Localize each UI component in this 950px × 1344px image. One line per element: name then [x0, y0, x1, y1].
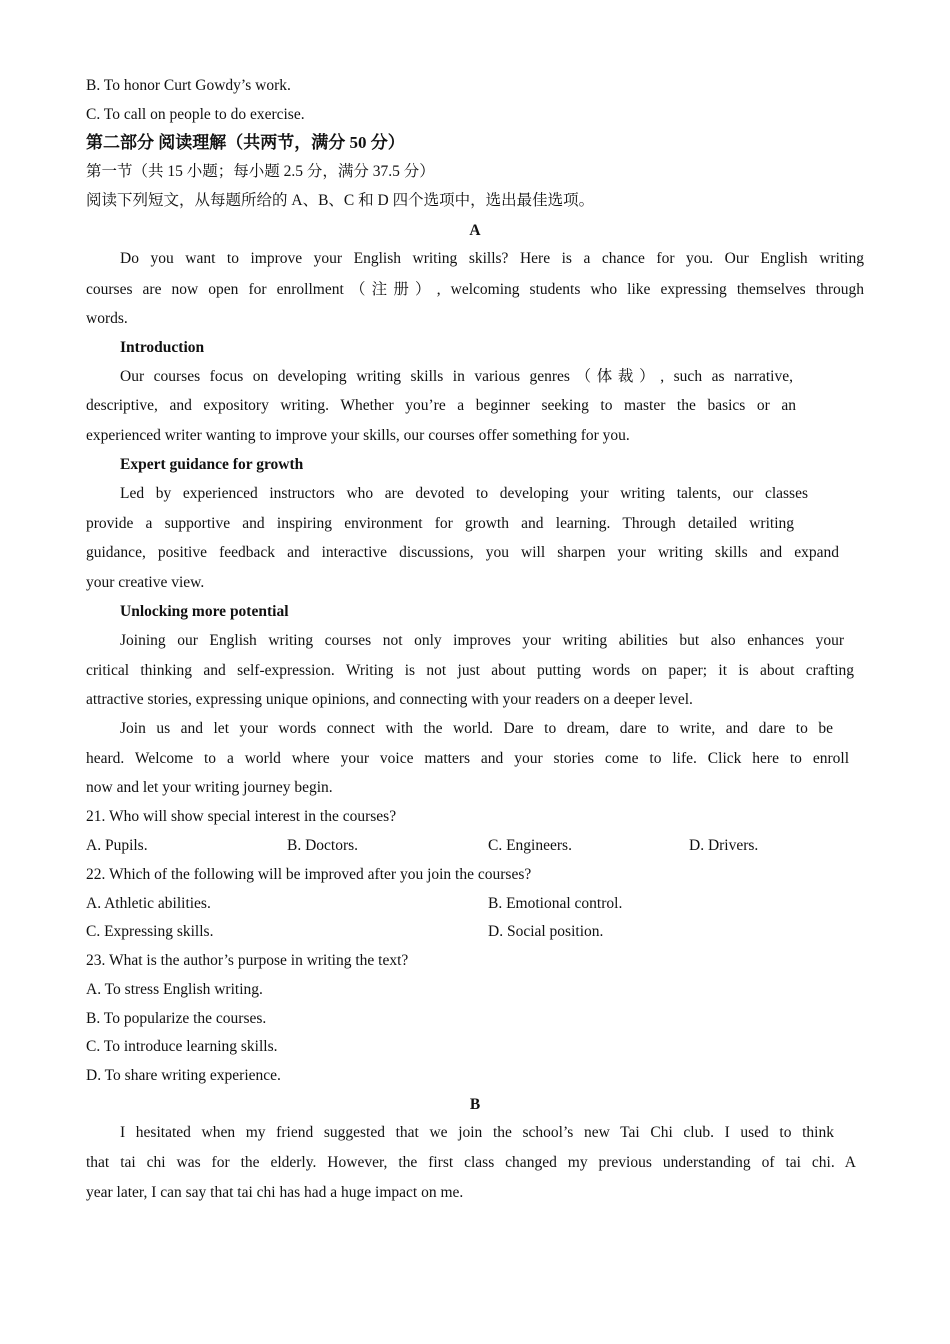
q21-option-c: C. Engineers. — [488, 837, 572, 854]
question-21-stem: 21. Who will show special interest in the courses? — [86, 808, 397, 825]
q22-option-c: C. Expressing skills. — [86, 923, 214, 940]
passage-b-p1-line: year later, I can say that tai chi has had a huge impact on me. — [86, 1184, 464, 1201]
question-23-stem: 23. What is the author’s purpose in writing the text? — [86, 952, 409, 969]
q22-option-d: D. Social position. — [488, 923, 604, 940]
section-title: 第二部分 阅读理解（共两节，满分 50 分） — [86, 133, 405, 152]
q21-option-a: A. Pupils. — [86, 837, 148, 854]
heading-expert-guidance: Expert guidance for growth — [120, 456, 304, 473]
section-instruction: 阅读下列短文，从每题所给的 A、B、C 和 D 四个选项中，选出最佳选项。 — [86, 192, 595, 209]
heading-unlocking-potential: Unlocking more potential — [120, 603, 289, 620]
q22-option-b: B. Emotional control. — [488, 895, 623, 912]
passage-a-p3-line: provide a supportive and inspiring environment for growth and learning. Through detailed writing — [86, 515, 794, 532]
q23-option-d: D. To share writing experience. — [86, 1067, 281, 1084]
passage-a-p1-line: Do you want to improve your English writing skills? Here is a chance for you. Our English writing — [120, 250, 864, 267]
passage-a-p2-line: experienced writer wanting to improve your skills, our courses offer something for you. — [86, 427, 630, 444]
q23-option-b: B. To popularize the courses. — [86, 1010, 267, 1027]
q21-option-b: B. Doctors. — [287, 837, 359, 854]
passage-a-p5-line: now and let your writing journey begin. — [86, 779, 333, 796]
passage-a-p4-line: Joining our English writing courses not only improves your writing abilities but also enhances your — [120, 632, 844, 649]
heading-introduction: Introduction — [120, 339, 205, 356]
subsection-title: 第一节（共 15 小题；每小题 2.5 分，满分 37.5 分） — [86, 163, 435, 180]
passage-a-p3-line: your creative view. — [86, 574, 205, 591]
passage-b-p1-line: I hesitated when my friend suggested that we join the school’s new Tai Chi club. I used to think — [120, 1124, 834, 1141]
prev-option-c: C. To call on people to do exercise. — [86, 106, 305, 123]
prev-option-b: B. To honor Curt Gowdy’s work. — [86, 77, 291, 94]
passage-a-p5-line: Join us and let your words connect with the world. Dare to dream, dare to write, and dare to be — [120, 720, 833, 737]
q23-option-a: A. To stress English writing. — [86, 981, 263, 998]
q21-option-d: D. Drivers. — [689, 837, 759, 854]
passage-a-p4-line: attractive stories, expressing unique opinions, and connecting with your readers on a deeper level. — [86, 691, 693, 708]
passage-a-p2-line: descriptive, and expository writing. Whether you’re a beginner seeking to master the basics or an — [86, 397, 796, 414]
q23-option-c: C. To introduce learning skills. — [86, 1038, 278, 1055]
passage-a-p5-line: heard. Welcome to a world where your voice matters and your stories come to life. Click here to enroll — [86, 750, 849, 767]
passage-a-p1-line: courses are now open for enrollment（注册）, welcoming students who like expressing themselves through — [86, 281, 864, 298]
question-22-stem: 22. Which of the following will be improved after you join the courses? — [86, 866, 532, 883]
passage-b-letter: B — [469, 1096, 481, 1113]
passage-b-p1-line: that tai chi was for the elderly. However, the first class changed my previous understanding of tai chi. A — [86, 1154, 856, 1171]
passage-a-p2-line: Our courses focus on developing writing skills in various genres（体裁）, such as narrative, — [120, 368, 793, 385]
passage-a-p3-line: guidance, positive feedback and interactive discussions, you will sharpen your writing skills and expand — [86, 544, 839, 561]
passage-a-p1-line: words. — [86, 310, 128, 327]
q22-option-a: A. Athletic abilities. — [86, 895, 211, 912]
passage-a-p4-line: critical thinking and self-expression. Writing is not just about putting words on paper; it is about crafting — [86, 662, 854, 679]
passage-a-p3-line: Led by experienced instructors who are devoted to developing your writing talents, our classes — [120, 485, 808, 502]
passage-a-letter: A — [469, 222, 481, 239]
